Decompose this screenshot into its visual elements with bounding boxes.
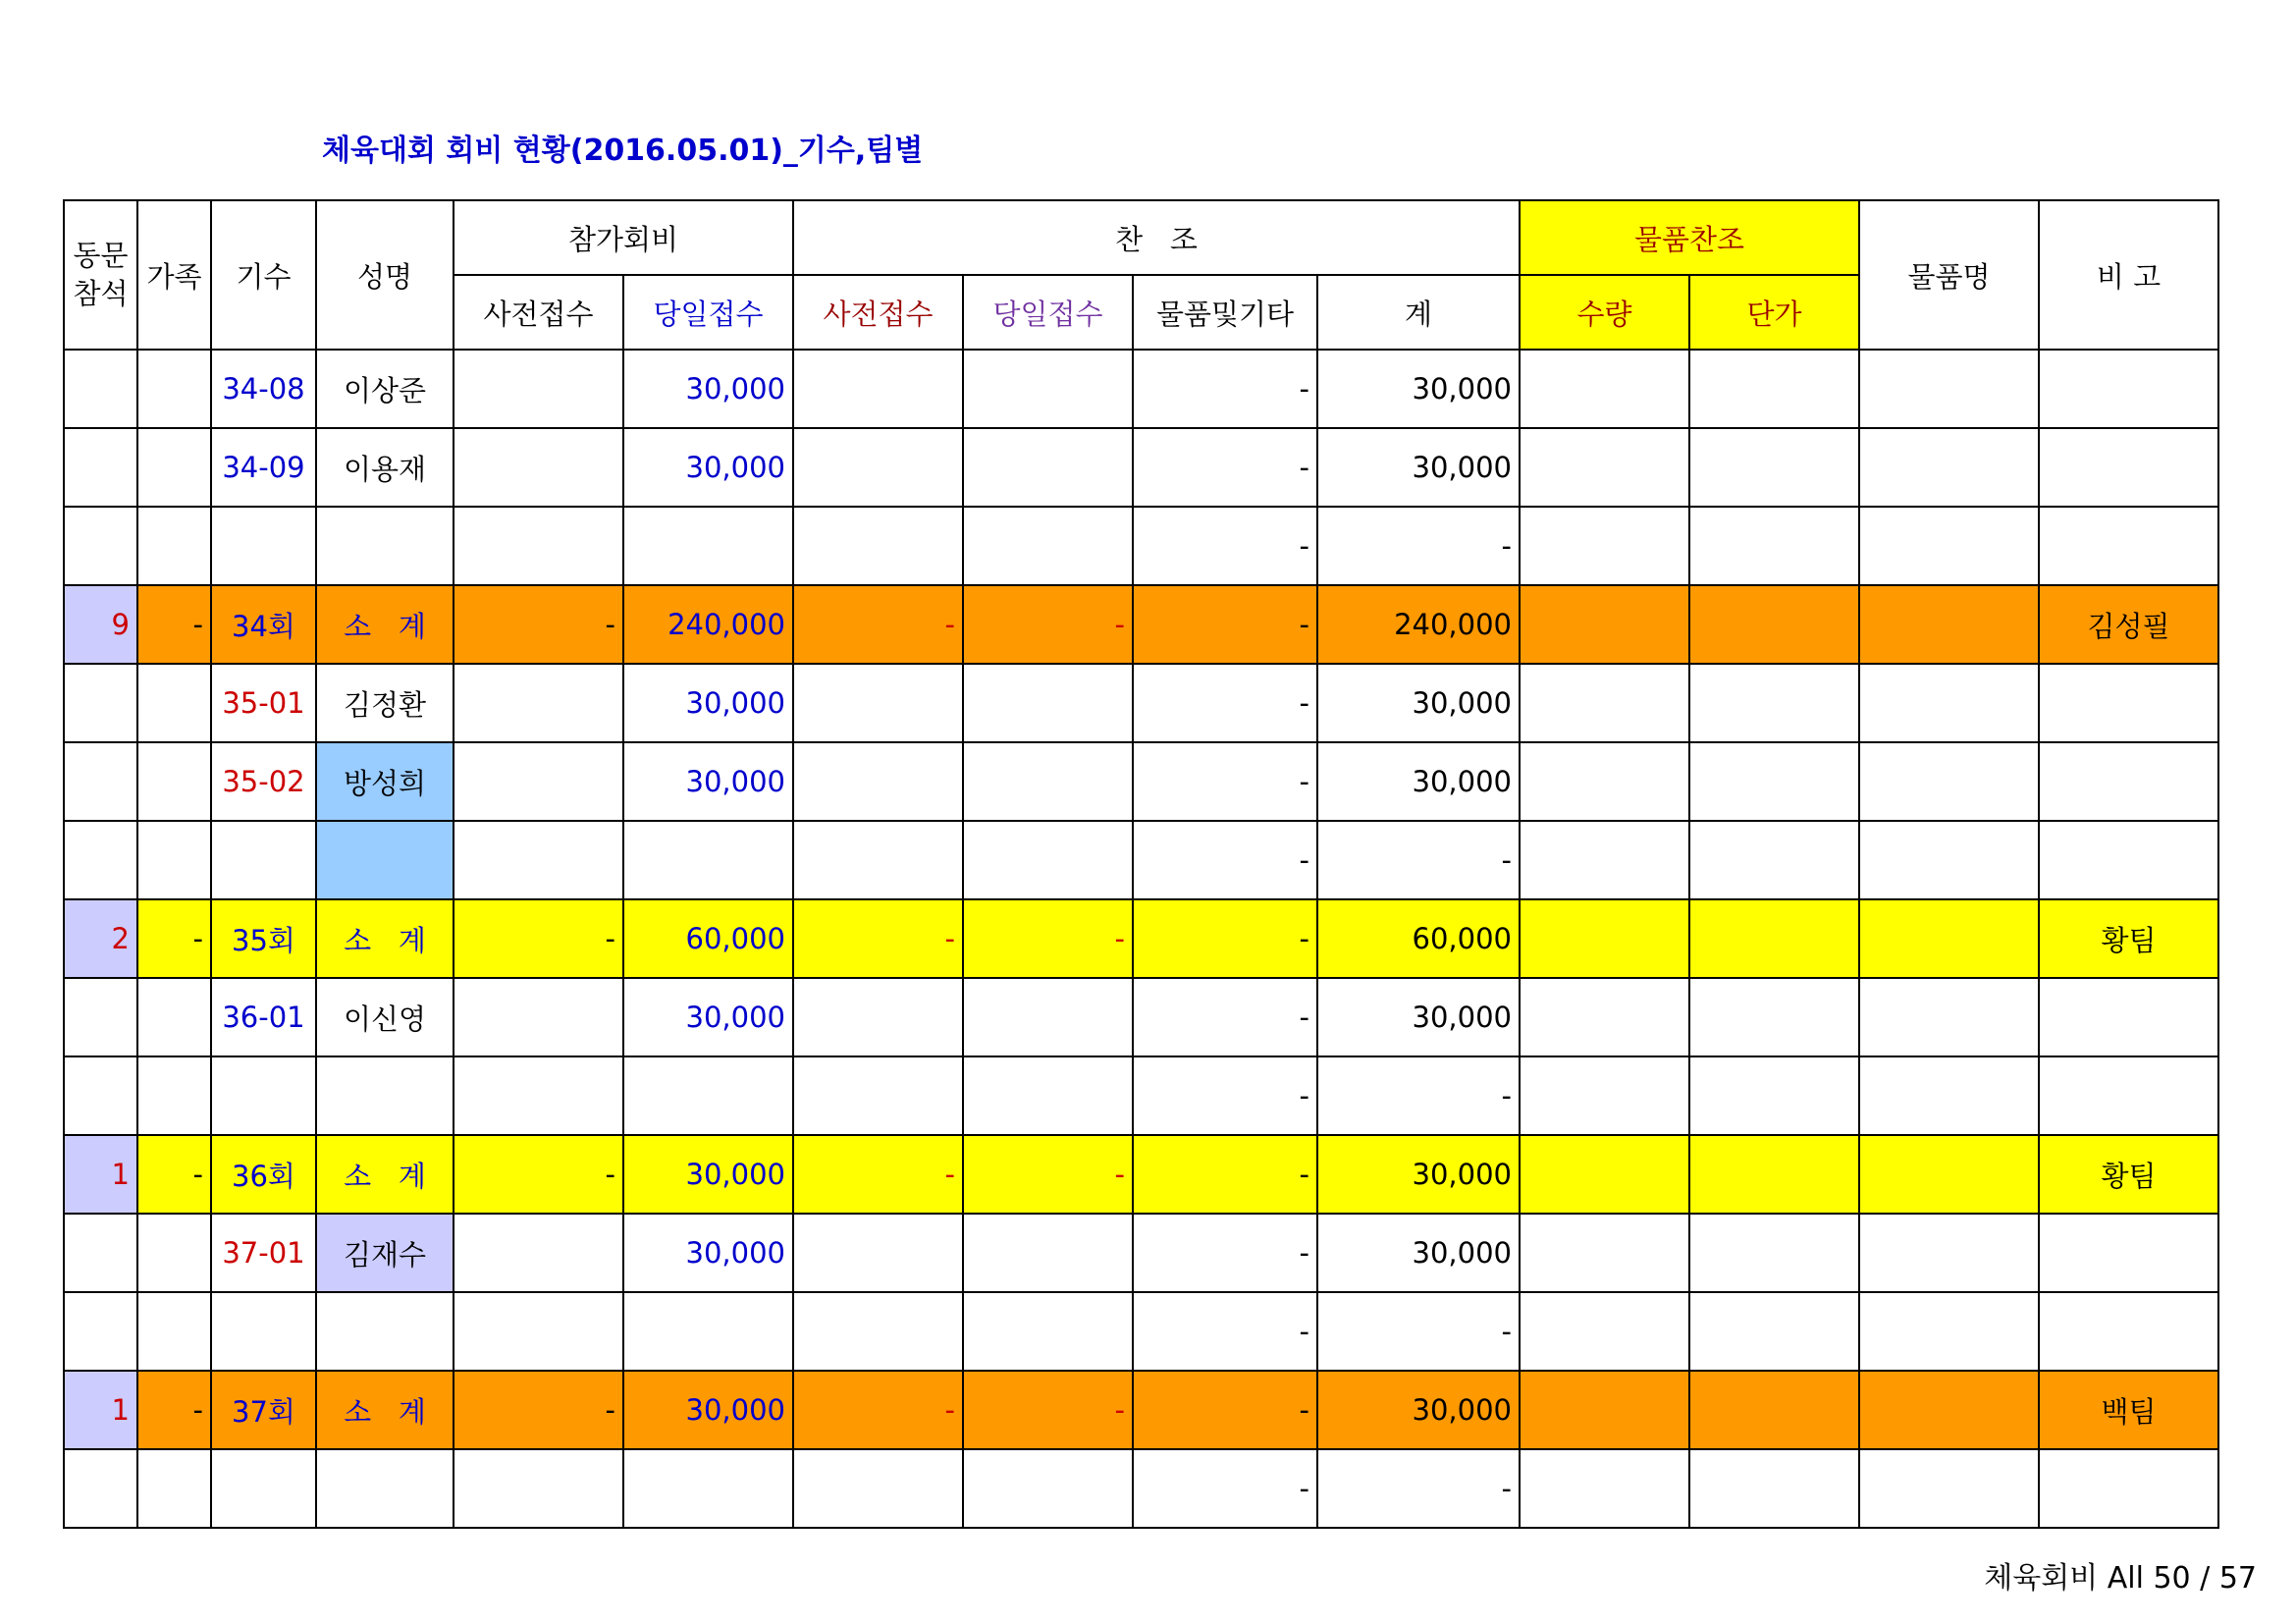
member-row [64,978,2218,1056]
cell-name: 이상준 [316,350,454,428]
header-fee-group: 참가회비 [454,200,793,275]
cell-sponsor-pre [793,350,963,428]
cell-sponsor-total: - [1317,1056,1520,1135]
cell-sponsor-day [963,1214,1133,1292]
cell-fee-pre [454,821,623,899]
cell-family [137,1292,211,1371]
cell-goods-name [1859,1214,2039,1292]
cell-goods-name [1859,1449,2039,1528]
cell-family [137,1449,211,1528]
cell-sponsor-pre [793,1292,963,1371]
cell-note [2039,1292,2218,1371]
member-row [64,664,2218,742]
cell-fee-day [623,1292,793,1371]
cell-family [137,821,211,899]
cell-sponsor-etc: - [1133,1371,1317,1449]
cell-sponsor-pre [793,742,963,821]
cell-family [137,1056,211,1135]
header-class: 기수 [211,200,316,350]
cell-note: 황팀 [2039,899,2218,978]
cell-sponsor-total: 240,000 [1317,585,1520,664]
cell-price [1689,428,1859,507]
cell-sponsor-pre [793,1056,963,1135]
cell-name: 김정환 [316,664,454,742]
cell-name: 소 계 [316,899,454,978]
cell-price [1689,978,1859,1056]
cell-fee-pre [454,742,623,821]
cell-name [316,1449,454,1528]
cell-sponsor-day: - [963,585,1133,664]
cell-fee-pre [454,1449,623,1528]
cell-note [2039,978,2218,1056]
cell-sponsor-etc: - [1133,664,1317,742]
cell-note: 황팀 [2039,1135,2218,1214]
cell-goods-name [1859,1292,2039,1371]
cell-family: - [137,1135,211,1214]
cell-dongmun: 1 [64,1371,137,1449]
cell-sponsor-etc: - [1133,1214,1317,1292]
cell-dongmun: 2 [64,899,137,978]
cell-family [137,742,211,821]
fee-status-table [63,199,2219,1529]
cell-name [316,1056,454,1135]
cell-sponsor-day: - [963,1371,1133,1449]
cell-name: 이신영 [316,978,454,1056]
cell-goods-name [1859,350,2039,428]
header-name: 성명 [316,200,454,350]
cell-sponsor-pre: - [793,1371,963,1449]
cell-sponsor-day [963,428,1133,507]
cell-dongmun [64,978,137,1056]
cell-fee-day: 30,000 [623,742,793,821]
cell-sponsor-total: - [1317,1292,1520,1371]
cell-price [1689,1292,1859,1371]
cell-note: 김성필 [2039,585,2218,664]
cell-fee-pre [454,664,623,742]
cell-name [316,507,454,585]
cell-sponsor-etc: - [1133,742,1317,821]
header-note: 비 고 [2039,200,2218,350]
cell-goods-name [1859,1056,2039,1135]
cell-price [1689,1135,1859,1214]
header-row-1 [64,200,2218,275]
cell-fee-day: 30,000 [623,1135,793,1214]
header-sponsor-group: 찬 조 [793,200,1520,275]
subtotal-row [64,1371,2218,1449]
cell-goods-name [1859,742,2039,821]
cell-fee-day: 30,000 [623,350,793,428]
blank-row [64,1292,2218,1371]
cell-sponsor-pre: - [793,899,963,978]
blank-row [64,1449,2218,1528]
cell-sponsor-etc: - [1133,821,1317,899]
cell-sponsor-pre: - [793,585,963,664]
cell-note [2039,1449,2218,1528]
cell-qty [1520,899,1689,978]
cell-sponsor-day: - [963,1135,1133,1214]
cell-sponsor-total: 60,000 [1317,899,1520,978]
cell-name: 이용재 [316,428,454,507]
cell-qty [1520,1371,1689,1449]
cell-name: 소 계 [316,1135,454,1214]
cell-name [316,821,454,899]
cell-fee-day [623,1449,793,1528]
cell-note [2039,1214,2218,1292]
header-sponsor-pre: 사전접수 [793,275,963,350]
cell-class: 35-02 [211,742,316,821]
cell-class: 37-01 [211,1214,316,1292]
cell-sponsor-total: 30,000 [1317,1135,1520,1214]
cell-family [137,978,211,1056]
cell-goods-name [1859,1371,2039,1449]
cell-price [1689,899,1859,978]
cell-class: 35-01 [211,664,316,742]
cell-fee-pre: - [454,1135,623,1214]
cell-qty [1520,1449,1689,1528]
cell-fee-pre [454,1056,623,1135]
cell-sponsor-etc: - [1133,978,1317,1056]
cell-sponsor-pre [793,428,963,507]
cell-sponsor-pre [793,1449,963,1528]
cell-fee-day: 30,000 [623,978,793,1056]
subtotal-row [64,585,2218,664]
header-sponsor-total: 계 [1317,275,1520,350]
cell-sponsor-etc: - [1133,1449,1317,1528]
cell-fee-pre [454,350,623,428]
cell-note [2039,742,2218,821]
blank-row [64,507,2218,585]
cell-fee-pre: - [454,1371,623,1449]
cell-class [211,507,316,585]
header-dongmun: 동문 참석 [64,200,137,350]
cell-sponsor-etc: - [1133,1292,1317,1371]
cell-note [2039,821,2218,899]
cell-class [211,1449,316,1528]
cell-name [316,1292,454,1371]
blank-row [64,821,2218,899]
cell-price [1689,1371,1859,1449]
cell-sponsor-total: - [1317,507,1520,585]
cell-sponsor-pre [793,507,963,585]
cell-qty [1520,1056,1689,1135]
cell-fee-pre [454,507,623,585]
cell-goods-name [1859,821,2039,899]
header-family: 가족 [137,200,211,350]
cell-price [1689,742,1859,821]
cell-qty [1520,1292,1689,1371]
cell-dongmun [64,742,137,821]
cell-class: 36회 [211,1135,316,1214]
cell-sponsor-total: - [1317,821,1520,899]
cell-sponsor-day [963,664,1133,742]
header-sponsor-etc: 물품및기타 [1133,275,1317,350]
cell-family [137,664,211,742]
cell-note [2039,1056,2218,1135]
cell-sponsor-day [963,742,1133,821]
page-title: 체육대회 회비 현황(2016.05.01)_기수,팀별 [322,134,924,168]
header-qty: 수량 [1520,275,1689,350]
cell-class: 34회 [211,585,316,664]
cell-fee-day: 30,000 [623,1214,793,1292]
cell-dongmun [64,1214,137,1292]
cell-class: 35회 [211,899,316,978]
cell-price [1689,507,1859,585]
cell-price [1689,664,1859,742]
cell-sponsor-etc: - [1133,507,1317,585]
page-footer: 체육회비 All 50 / 57 [1984,1561,2257,1596]
cell-goods-name [1859,585,2039,664]
cell-sponsor-day [963,978,1133,1056]
header-price: 단가 [1689,275,1859,350]
cell-sponsor-total: 30,000 [1317,428,1520,507]
cell-class: 36-01 [211,978,316,1056]
cell-class [211,821,316,899]
cell-note [2039,664,2218,742]
cell-sponsor-etc: - [1133,1135,1317,1214]
cell-name: 방성희 [316,742,454,821]
cell-sponsor-day: - [963,899,1133,978]
cell-fee-day: 60,000 [623,899,793,978]
subtotal-row [64,899,2218,978]
cell-goods-name [1859,1135,2039,1214]
cell-fee-pre [454,428,623,507]
cell-price [1689,821,1859,899]
header-fee-pre: 사전접수 [454,275,623,350]
cell-sponsor-day [963,821,1133,899]
cell-sponsor-etc: - [1133,899,1317,978]
cell-fee-day: 240,000 [623,585,793,664]
cell-fee-pre [454,1292,623,1371]
cell-fee-pre [454,1214,623,1292]
cell-sponsor-total: 30,000 [1317,742,1520,821]
header-goods-group: 물품찬조 [1520,200,1859,275]
cell-fee-pre: - [454,585,623,664]
cell-goods-name [1859,899,2039,978]
cell-dongmun [64,428,137,507]
cell-fee-day [623,1056,793,1135]
header-fee-day: 당일접수 [623,275,793,350]
cell-dongmun [64,507,137,585]
cell-dongmun: 1 [64,1135,137,1214]
header-sponsor-day: 당일접수 [963,275,1133,350]
cell-sponsor-total: 30,000 [1317,978,1520,1056]
cell-class [211,1056,316,1135]
cell-sponsor-day [963,1292,1133,1371]
cell-class: 34-08 [211,350,316,428]
cell-family [137,507,211,585]
cell-dongmun [64,664,137,742]
cell-fee-day [623,821,793,899]
cell-sponsor-etc: - [1133,428,1317,507]
cell-price [1689,1056,1859,1135]
cell-qty [1520,507,1689,585]
cell-sponsor-day [963,507,1133,585]
cell-goods-name [1859,507,2039,585]
cell-goods-name [1859,428,2039,507]
cell-class: 34-09 [211,428,316,507]
header-goods-name: 물품명 [1859,200,2039,350]
cell-sponsor-pre [793,821,963,899]
cell-sponsor-pre: - [793,1135,963,1214]
member-row [64,742,2218,821]
cell-sponsor-total: 30,000 [1317,1371,1520,1449]
cell-family [137,1214,211,1292]
cell-sponsor-day [963,1056,1133,1135]
cell-note [2039,350,2218,428]
cell-price [1689,1449,1859,1528]
cell-note [2039,428,2218,507]
cell-qty [1520,428,1689,507]
cell-goods-name [1859,664,2039,742]
cell-qty [1520,1214,1689,1292]
cell-sponsor-pre [793,664,963,742]
cell-sponsor-etc: - [1133,585,1317,664]
cell-family [137,428,211,507]
cell-fee-day: 30,000 [623,1371,793,1449]
cell-sponsor-pre [793,1214,963,1292]
cell-sponsor-total: - [1317,1449,1520,1528]
cell-family: - [137,899,211,978]
cell-class [211,1292,316,1371]
cell-price [1689,1214,1859,1292]
cell-sponsor-etc: - [1133,350,1317,428]
blank-row [64,1056,2218,1135]
cell-name: 소 계 [316,585,454,664]
cell-qty [1520,821,1689,899]
subtotal-row [64,1135,2218,1214]
cell-dongmun: 9 [64,585,137,664]
cell-name: 김재수 [316,1214,454,1292]
cell-sponsor-etc: - [1133,1056,1317,1135]
cell-note: 백팀 [2039,1371,2218,1449]
member-row [64,350,2218,428]
cell-dongmun [64,350,137,428]
cell-fee-day [623,507,793,585]
cell-dongmun [64,1292,137,1371]
cell-qty [1520,978,1689,1056]
cell-sponsor-pre [793,978,963,1056]
cell-family: - [137,585,211,664]
cell-goods-name [1859,978,2039,1056]
cell-qty [1520,742,1689,821]
cell-fee-pre [454,978,623,1056]
member-row [64,428,2218,507]
cell-qty [1520,350,1689,428]
cell-class: 37회 [211,1371,316,1449]
cell-name: 소 계 [316,1371,454,1449]
cell-sponsor-total: 30,000 [1317,350,1520,428]
cell-sponsor-day [963,1449,1133,1528]
cell-dongmun [64,1056,137,1135]
cell-qty [1520,585,1689,664]
cell-family: - [137,1371,211,1449]
cell-sponsor-total: 30,000 [1317,1214,1520,1292]
cell-fee-day: 30,000 [623,428,793,507]
cell-note [2039,507,2218,585]
cell-sponsor-total: 30,000 [1317,664,1520,742]
cell-qty [1520,664,1689,742]
member-row [64,1214,2218,1292]
cell-dongmun [64,821,137,899]
cell-sponsor-day [963,350,1133,428]
cell-price [1689,350,1859,428]
cell-qty [1520,1135,1689,1214]
cell-dongmun [64,1449,137,1528]
cell-price [1689,585,1859,664]
cell-fee-day: 30,000 [623,664,793,742]
cell-family [137,350,211,428]
cell-fee-pre: - [454,899,623,978]
